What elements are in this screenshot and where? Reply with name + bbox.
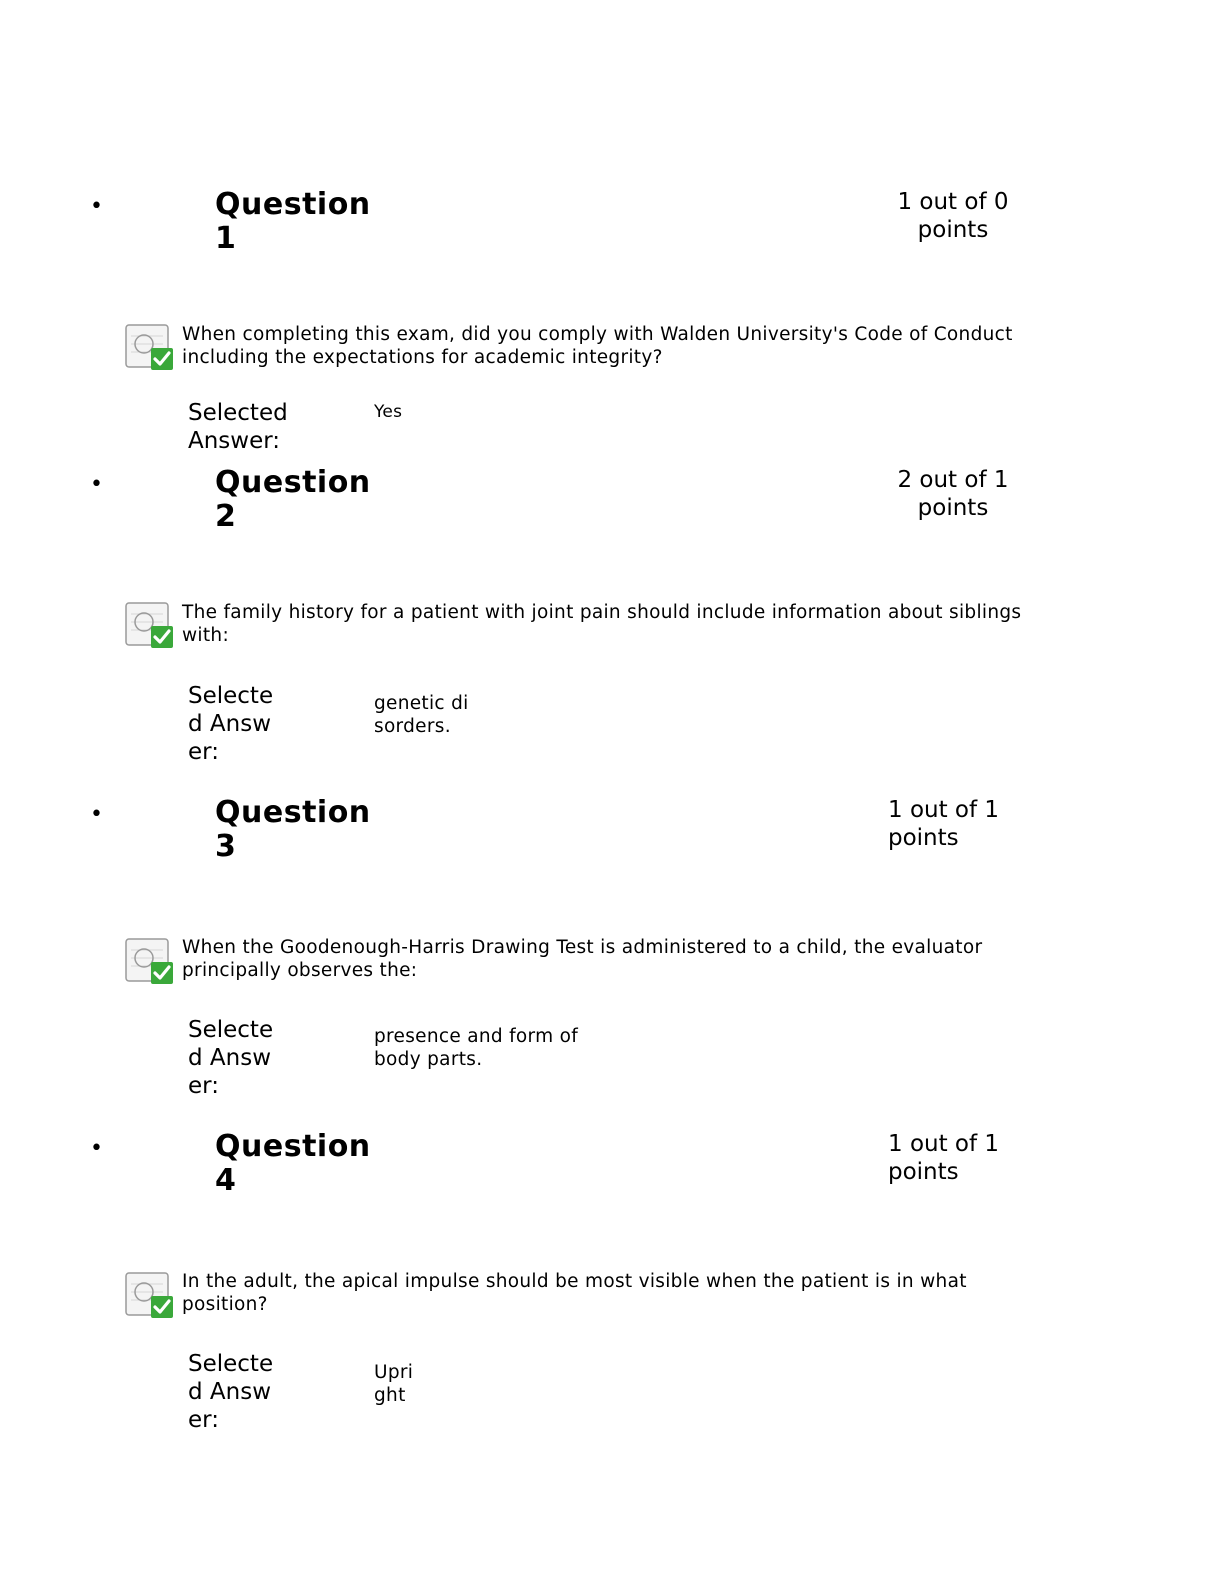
question-title-word: Question [215,465,371,500]
question-points [888,466,1018,522]
question-text: The family history for a patient with joint pain should include information about siblings with: [182,602,1022,646]
question-points [888,796,1018,852]
points-unit: points [917,217,989,243]
list-bullet: • [90,472,103,497]
selected-answer-label: Selected Answer: [188,400,288,454]
question-title-word: Question [215,795,371,830]
question-text: When the Goodenough-Harris Drawing Test is administered to a child, the evaluator principally observes the: [182,937,983,981]
points-score: 1 out of 1 [888,797,1000,823]
list-bullet: • [90,194,103,219]
question-number: 4 [215,1163,237,1198]
correct-check-icon [125,938,175,986]
points-score: 1 out of 0 [897,189,1009,215]
question-number: 1 [215,221,237,256]
question-block-2 [0,466,1224,766]
question-text: In the adult, the apical impulse should be most visible when the patient is in what position? [182,1271,967,1315]
selected-answer-value: genetic disorders. [374,693,469,737]
question-title [215,188,415,256]
selected-answer-value: presence and form of body parts. [374,1026,579,1070]
selected-answer-label: Selected Answer: [188,1351,274,1433]
selected-answer-value: Upright [374,1362,414,1406]
list-bullet: • [90,802,103,827]
points-unit: points [888,825,959,851]
points-score: 2 out of 1 [897,467,1009,493]
selected-answer-value: Yes [374,402,403,422]
question-block-1 [0,188,1224,488]
points-unit: points [917,495,989,521]
correct-check-icon [125,1272,175,1320]
selected-answer-label: Selected Answer: [188,1017,274,1099]
question-number: 3 [215,829,237,864]
question-number: 2 [215,499,237,534]
question-points [888,1130,1018,1186]
question-block-4 [0,1129,1224,1433]
points-unit: points [888,1159,959,1185]
question-points [888,188,1018,244]
question-title [215,796,415,864]
list-bullet: • [90,1136,103,1161]
points-score: 1 out of 1 [888,1131,1000,1157]
question-text: When completing this exam, did you comply with Walden University's Code of Conduct including the expectations for academic integrity? [182,324,1013,368]
question-title [215,466,415,534]
correct-check-icon [125,602,175,650]
question-title-word: Question [215,1129,371,1164]
question-block-3 [0,795,1224,1099]
question-title [215,1130,415,1198]
question-title-word: Question [215,187,371,222]
selected-answer-label: Selected Answer: [188,683,274,765]
correct-check-icon [125,324,175,372]
